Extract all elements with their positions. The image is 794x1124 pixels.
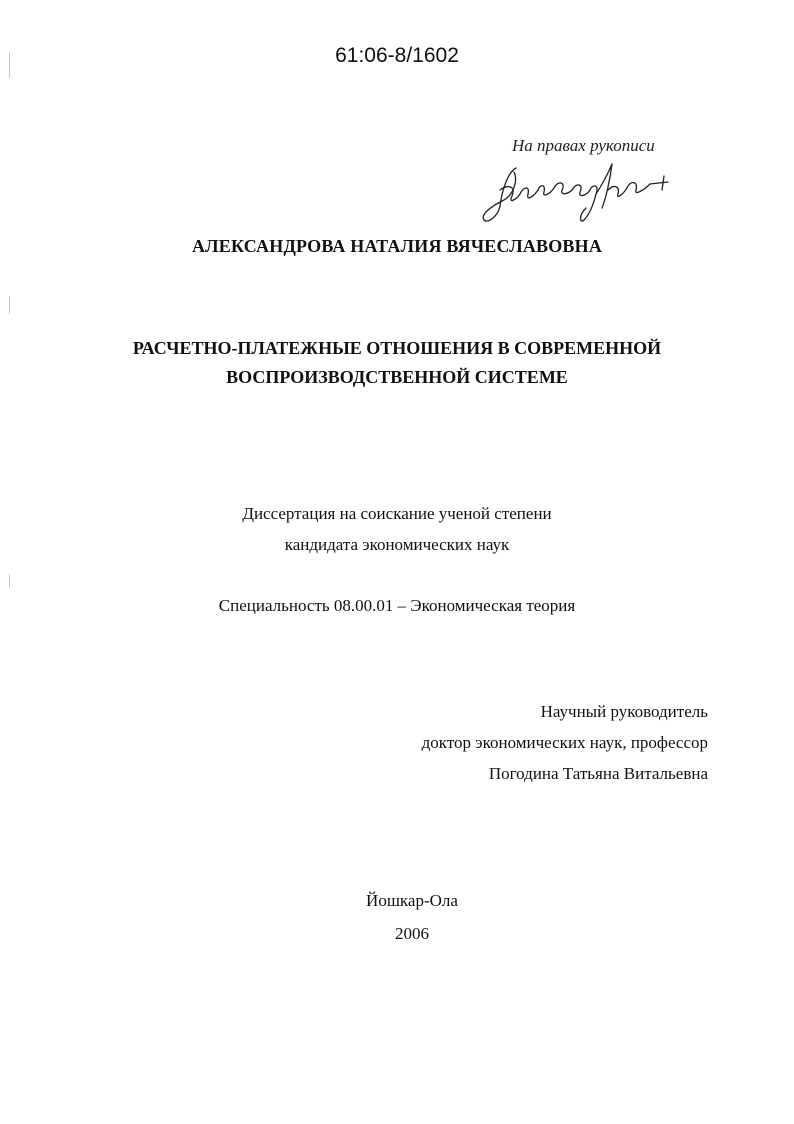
supervisor-block [422, 696, 708, 789]
specialty: Специальность 08.00.01 – Экономическая теория [218, 596, 576, 615]
degree-line: Диссертация на соискание ученой степени [242, 504, 552, 523]
author-name: АЛЕКСАНДРОВА НАТАЛИЯ ВЯЧЕСЛАВОВНА [191, 236, 603, 256]
dissertation-title [60, 334, 734, 392]
rights-note: На правах рукописи [512, 136, 655, 155]
degree-statement [0, 498, 794, 560]
degree-line: кандидата экономических наук [284, 535, 510, 554]
signature-icon [478, 150, 678, 230]
scan-artifact [9, 296, 10, 314]
supervisor-name: Погодина Татьяна Витальевна [488, 764, 708, 783]
supervisor-role: Научный руководитель [540, 702, 708, 721]
city: Йошкар-Ола [366, 891, 458, 910]
year: 2006 [395, 924, 429, 943]
catalog-code: 61:06-8/1602 [335, 44, 459, 67]
supervisor-rank: доктор экономических наук, профессор [421, 733, 708, 752]
scan-artifact [9, 574, 10, 588]
title-line: РАСЧЕТНО-ПЛАТЕЖНЫЕ ОТНОШЕНИЯ В СОВРЕМЕННОЙ [132, 338, 662, 358]
title-line: ВОСПРОИЗВОДСТВЕННОЙ СИСТЕМЕ [226, 367, 568, 387]
